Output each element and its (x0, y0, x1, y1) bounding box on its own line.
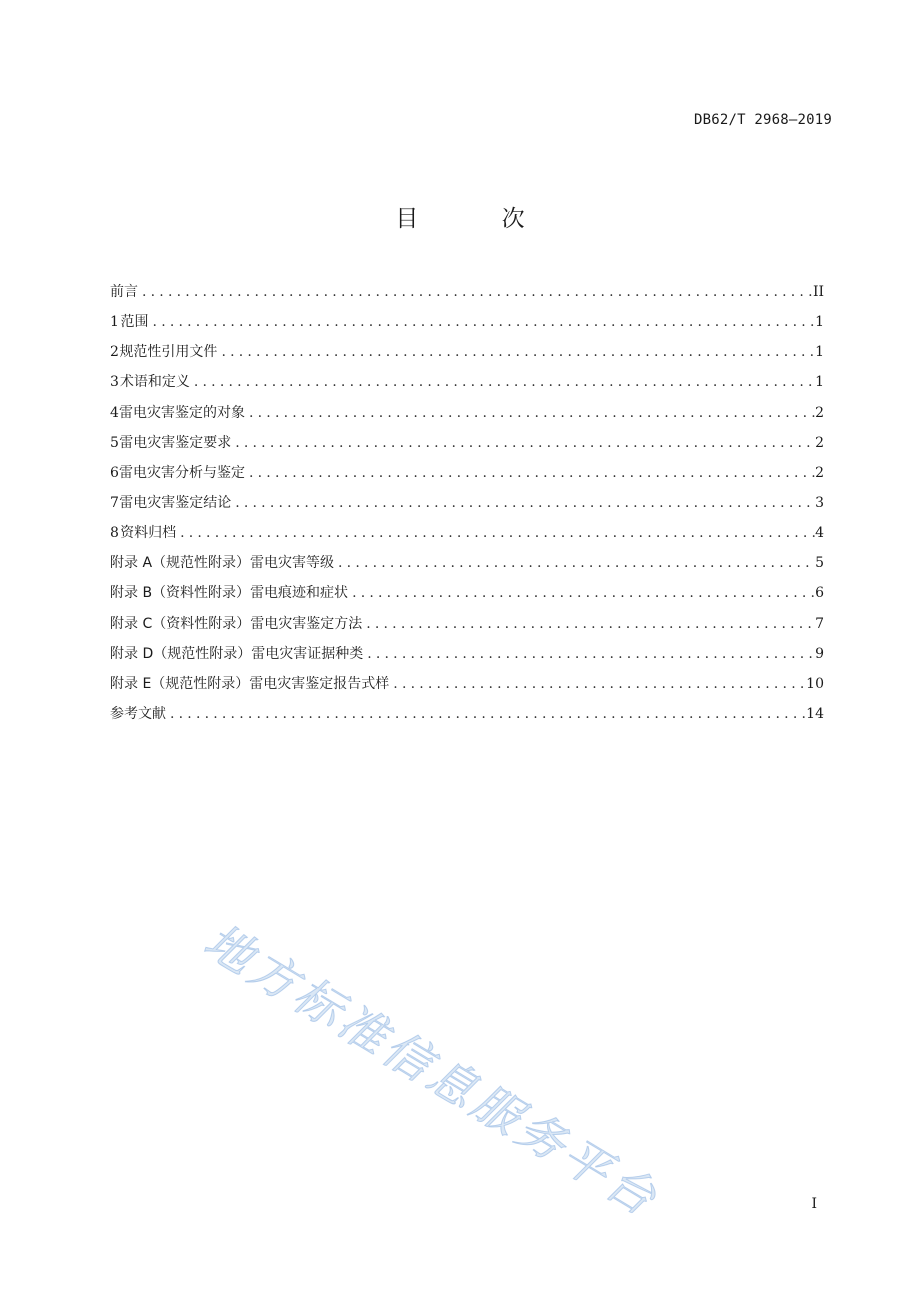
toc-entry-bibliography[interactable] (110, 699, 824, 729)
toc-entry-annex-label: 附录 A（规范性附录） (110, 555, 251, 572)
toc-entry-text: 雷电灾害鉴定的对象 (119, 404, 245, 421)
toc-leader-dots (166, 699, 806, 729)
toc-entry-annex-a[interactable] (110, 548, 824, 578)
watermark-text: 地方标准信息服务平台 (194, 913, 669, 1229)
toc-leader-dots (245, 458, 815, 488)
toc-entry-annex-c[interactable] (110, 609, 824, 639)
page-title: 目 次 (395, 206, 563, 232)
page-number: I (811, 1196, 817, 1212)
toc-leader-dots (389, 669, 806, 699)
toc-leader-dots (138, 277, 813, 307)
toc-entry-number: 6 (110, 464, 119, 481)
toc-entry-objects[interactable] (110, 398, 824, 428)
toc-entry-requirements[interactable] (110, 428, 824, 458)
toc-entry-page: 14 (806, 705, 824, 722)
toc-leader-dots (231, 488, 815, 518)
toc-entry-text: 参考文献 (110, 705, 166, 722)
toc-entry-annex-d[interactable] (110, 639, 824, 669)
toc-entry-page: 2 (815, 464, 824, 481)
toc-entry-normative-references[interactable] (110, 337, 824, 367)
toc-entry-text: 规范性引用文件 (119, 344, 218, 361)
toc-entry-number: 4 (110, 404, 119, 421)
toc-leader-dots (176, 518, 815, 548)
toc-entry-page: 7 (815, 615, 824, 632)
toc-entry-conclusion[interactable] (110, 488, 824, 518)
table-of-contents (110, 277, 824, 729)
toc-leader-dots (363, 639, 815, 669)
toc-entry-scope[interactable] (110, 307, 824, 337)
toc-entry-page: 5 (815, 555, 824, 572)
toc-entry-page: 6 (815, 585, 824, 602)
toc-entry-page: 2 (815, 434, 824, 451)
toc-entry-page: 3 (815, 494, 824, 511)
toc-entry-annex-label: 附录 C（资料性附录） (110, 615, 251, 632)
toc-entry-annex-label: 附录 D（规范性附录） (110, 645, 252, 662)
toc-entry-text: 雷电灾害鉴定报告式样 (249, 675, 390, 692)
toc-entry-terms-definitions[interactable] (110, 367, 824, 397)
toc-leader-dots (190, 367, 815, 397)
toc-entry-page: 1 (815, 314, 824, 331)
toc-entry-annex-e[interactable] (110, 669, 824, 699)
toc-entry-text: 雷电灾害鉴定结论 (119, 494, 232, 511)
toc-entry-page: 1 (815, 344, 824, 361)
toc-entry-annex-label: 附录 B（资料性附录） (110, 585, 251, 602)
toc-entry-text: 雷电灾害鉴定方法 (250, 615, 363, 632)
toc-entry-text: 范围 (120, 314, 149, 331)
toc-entry-number: 7 (110, 494, 119, 511)
toc-leader-dots (245, 398, 815, 428)
toc-entry-text: 雷电灾害鉴定要求 (119, 434, 232, 451)
toc-entry-text: 雷电灾害分析与鉴定 (119, 464, 245, 481)
toc-leader-dots (348, 578, 815, 608)
toc-entry-number: 8 (110, 525, 119, 542)
toc-entry-number: 3 (110, 374, 119, 391)
toc-entry-text: 术语和定义 (119, 374, 190, 391)
toc-entry-page: II (812, 284, 824, 300)
document-code: DB62/T 2968—2019 (693, 112, 832, 128)
toc-entry-annex-label: 附录 E（规范性附录） (110, 675, 250, 692)
toc-entry-analysis[interactable] (110, 458, 824, 488)
toc-entry-text: 雷电痕迹和症状 (250, 585, 349, 602)
toc-entry-page: 2 (815, 404, 824, 421)
toc-leader-dots (217, 337, 815, 367)
toc-entry-text: 资料归档 (120, 525, 177, 542)
toc-entry-foreword[interactable] (110, 277, 824, 307)
toc-entry-number: 2 (110, 344, 119, 361)
toc-entry-number: 5 (110, 434, 119, 451)
toc-leader-dots (362, 609, 815, 639)
toc-entry-text: 雷电灾害证据种类 (251, 645, 364, 662)
toc-entry-page: 10 (806, 675, 824, 692)
toc-entry-annex-b[interactable] (110, 578, 824, 608)
toc-entry-page: 1 (815, 374, 824, 391)
toc-entry-text: 雷电灾害等级 (250, 555, 335, 572)
toc-leader-dots (334, 548, 815, 578)
toc-leader-dots (149, 307, 816, 337)
toc-entry-number: 1 (110, 314, 119, 331)
toc-leader-dots (231, 428, 815, 458)
toc-entry-page: 4 (815, 525, 824, 542)
toc-entry-page: 9 (815, 645, 824, 662)
toc-entry-archiving[interactable] (110, 518, 824, 548)
toc-entry-text: 前言 (110, 284, 138, 300)
